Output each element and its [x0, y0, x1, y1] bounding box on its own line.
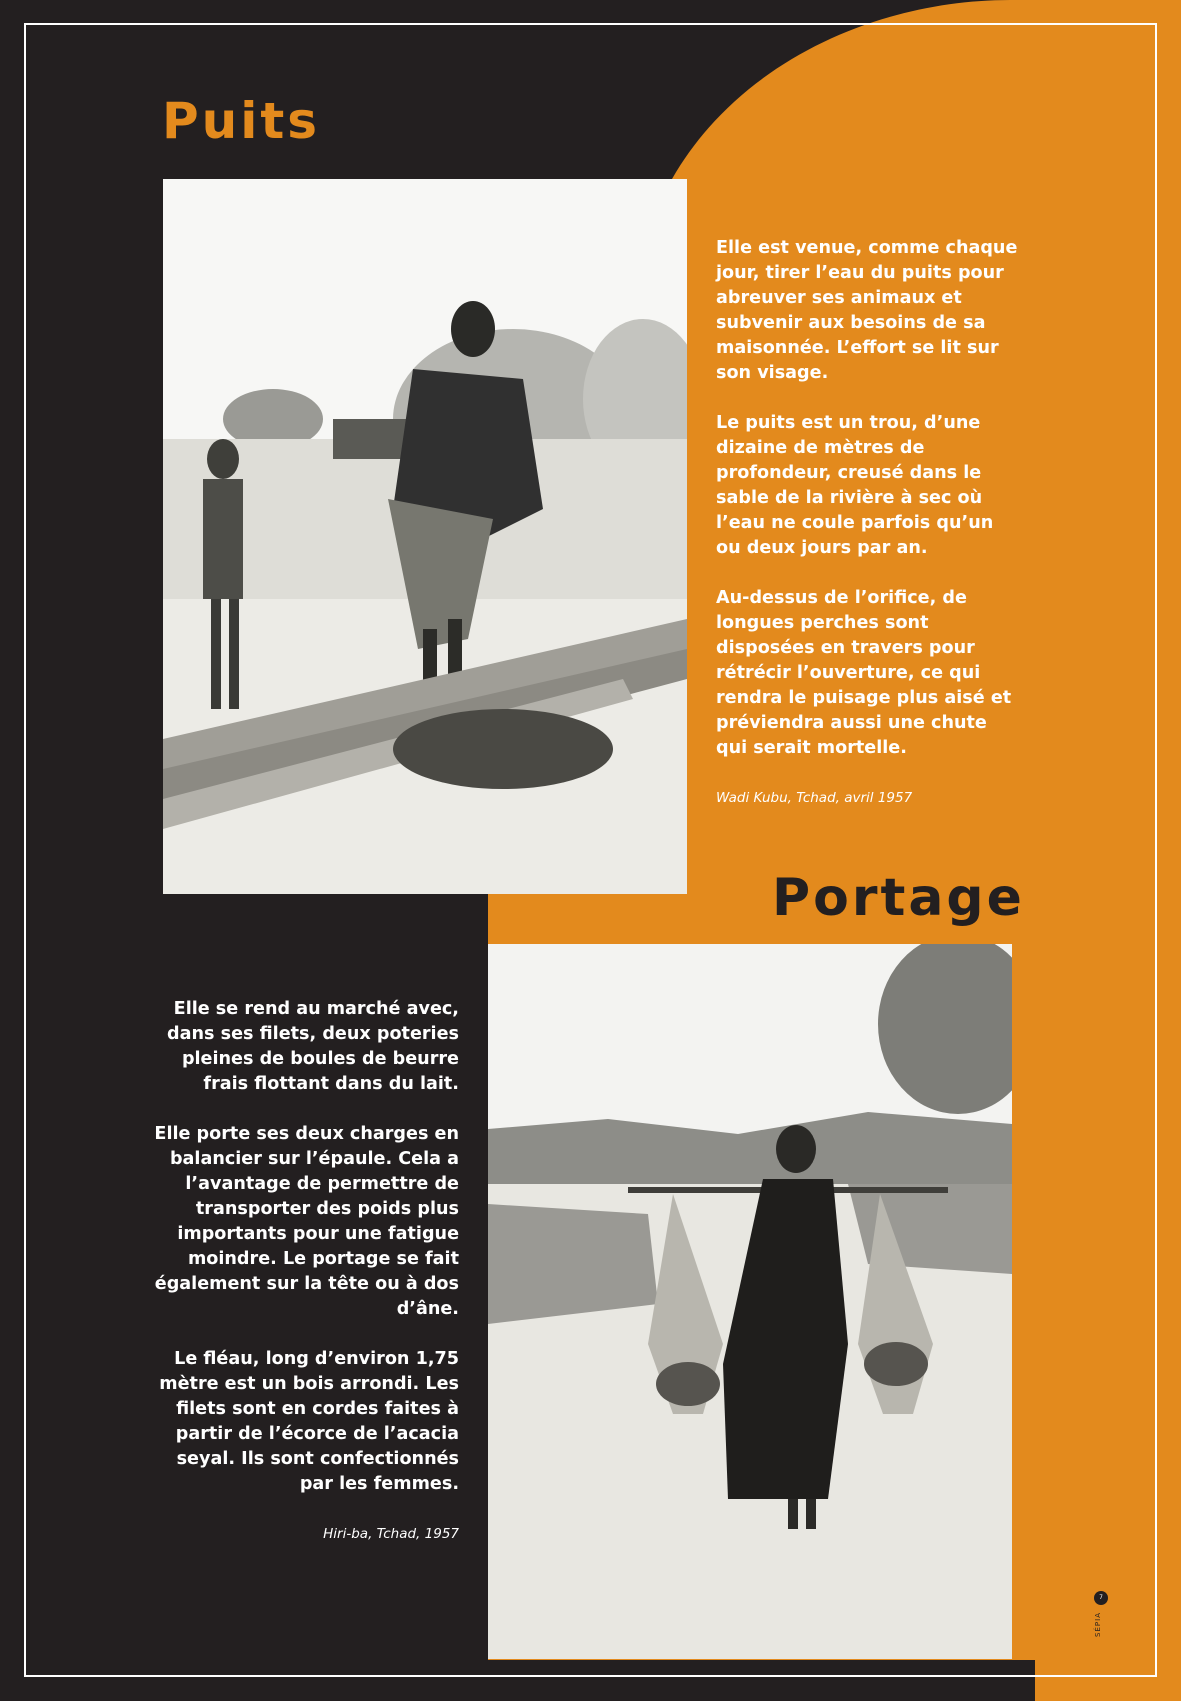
puits-paragraph: Elle est venue, comme chaque jour, tirer l’eau du puits pour abreuver ses animaux et subvenir aux besoins de sa maisonnée. L’effort se lit sur son visage.: [716, 238, 1018, 383]
portage-caption: Hiri-ba, Tchad, 1957: [323, 1526, 459, 1542]
brand-label: SÉPIA: [1094, 1612, 1102, 1637]
title-puits: Puits: [162, 92, 321, 150]
portage-paragraph: Elle se rend au marché avec, dans ses filets, deux poteries pleines de boules de beurre frais flottant dans du lait.: [167, 999, 459, 1094]
portage-paragraph: Le fléau, long d’environ 1,75 mètre est un bois arrondi. Les filets sont en cordes faites à partir de l’écorce de l’acacia seyal. Ils sont confectionnés par les femmes.: [159, 1349, 459, 1494]
photo-woman-carrying-yoke: [488, 944, 1012, 1659]
photo-woman-at-well: [163, 179, 687, 894]
page-number: 7: [1094, 1591, 1108, 1605]
puits-paragraph: Le puits est un trou, d’une dizaine de mètres de profondeur, creusé dans le sable de la rivière à sec où l’eau ne coule parfois qu’un ou deux jours par an.: [716, 413, 994, 558]
puits-text-block: [716, 236, 1022, 836]
portage-text-block: [150, 997, 459, 1572]
puits-caption: Wadi Kubu, Tchad, avril 1957: [716, 790, 913, 806]
title-portage: Portage: [772, 868, 1025, 928]
portage-paragraph: Elle porte ses deux charges en balancier sur l’épaule. Cela a l’avantage de permettre de transporter des poids plus importants pour une fatigue moindre. Le portage se fait également sur la tête ou à dos d’âne.: [154, 1124, 459, 1319]
puits-paragraph: Au-dessus de l’orifice, de longues perches sont disposées en travers pour rétrécir l’ouverture, ce qui rendra le puisage plus aisé et préviendra aussi une chute qui serait mortelle.: [716, 588, 1012, 758]
